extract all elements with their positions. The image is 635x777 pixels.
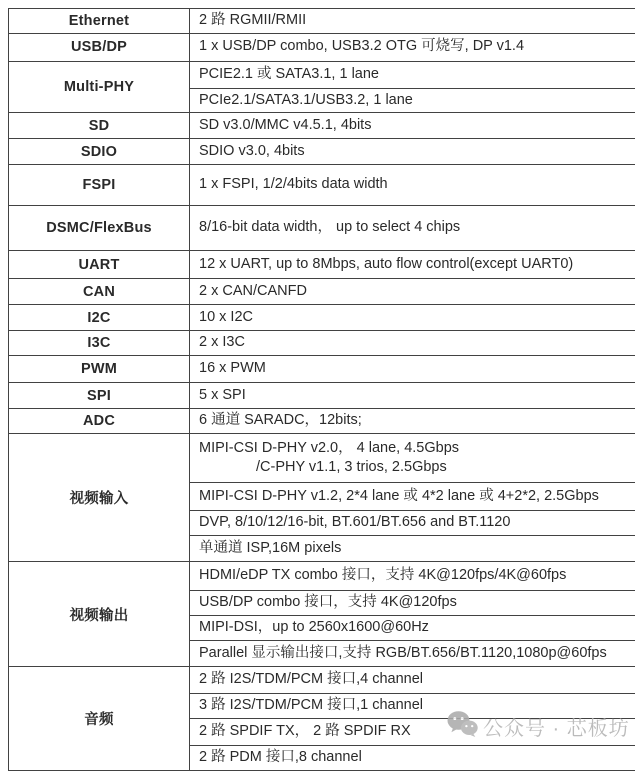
row-sdio [9, 139, 635, 165]
value-video-in-2: MIPI-CSI D-PHY v1.2, 2*4 lane 或 4*2 lane 或 4+2*2, 2.5Gbps [190, 483, 635, 511]
row-video-in-1 [9, 434, 635, 483]
video-in-mipi-line1: MIPI-CSI D-PHY v2.0， 4 lane, 4.5Gbps [199, 439, 460, 456]
row-uart [9, 251, 635, 279]
label-multi-phy: Multi-PHY [9, 61, 190, 113]
value-video-in-3: DVP, 8/10/12/16-bit, BT.601/BT.656 and BT.1120 [190, 511, 635, 536]
row-sd [9, 113, 635, 139]
row-usb-dp [9, 33, 635, 61]
label-adc: ADC [9, 409, 190, 434]
label-video-out: 视频输出 [9, 562, 190, 667]
value-audio-1: 2 路 I2S/TDM/PCM 接口,4 channel [190, 667, 635, 694]
label-sd: SD [9, 113, 190, 139]
label-i3c: I3C [9, 331, 190, 356]
row-i2c [9, 305, 635, 331]
value-video-out-3: MIPI-DSI，up to 2560x1600@60Hz [190, 616, 635, 641]
label-ethernet: Ethernet [9, 9, 190, 34]
watermark [447, 710, 630, 743]
value-fspi: 1 x FSPI, 1/2/4bits data width [190, 165, 635, 206]
label-audio: 音频 [9, 667, 190, 771]
row-video-out-1 [9, 562, 635, 591]
value-i2c: 10 x I2C [190, 305, 635, 331]
row-can [9, 279, 635, 305]
value-sd: SD v3.0/MMC v4.5.1, 4bits [190, 113, 635, 139]
soc-spec-table [8, 8, 635, 771]
label-fspi: FSPI [9, 165, 190, 206]
value-video-out-4: Parallel 显示输出接口,支持 RGB/BT.656/BT.1120,1080p@60fps [190, 641, 635, 667]
value-multi-phy-1: PCIE2.1 或 SATA3.1, 1 lane [190, 61, 635, 88]
row-dsmc-flexbus [9, 206, 635, 251]
value-ethernet: 2 路 RGMII/RMII [190, 9, 635, 34]
value-audio-3: 2 路 SPDIF TX， 2 路 SPDIF RX [190, 719, 635, 746]
wechat-icon [447, 710, 478, 743]
row-fspi [9, 165, 635, 206]
value-video-in-4: 单通道 ISP,16M pixels [190, 536, 635, 562]
row-audio-1 [9, 667, 635, 694]
video-in-mipi-line2: /C-PHY v1.1, 3 trios, 2.5Gbps [256, 459, 447, 476]
value-dsmc-flexbus: 8/16-bit data width， up to select 4 chips [190, 206, 635, 251]
value-multi-phy-2: PCIe2.1/SATA3.1/USB3.2, 1 lane [190, 88, 635, 113]
value-sdio: SDIO v3.0, 4bits [190, 139, 635, 165]
row-i3c [9, 331, 635, 356]
row-adc [9, 409, 635, 434]
value-spi: 5 x SPI [190, 383, 635, 409]
value-i3c: 2 x I3C [190, 331, 635, 356]
row-spi [9, 383, 635, 409]
value-adc: 6 通道 SARADC，12bits; [190, 409, 635, 434]
value-can: 2 x CAN/CANFD [190, 279, 635, 305]
label-i2c: I2C [9, 305, 190, 331]
label-pwm: PWM [9, 356, 190, 383]
watermark-label: 公众号 · 芯板坊 [483, 718, 630, 740]
label-video-in: 视频输入 [9, 434, 190, 562]
row-ethernet [9, 9, 635, 34]
value-video-in-1 [190, 434, 635, 483]
value-usb-dp: 1 x USB/DP combo, USB3.2 OTG 可烧写, DP v1.4 [190, 33, 635, 61]
value-video-out-2: USB/DP combo 接口，支持 4K@120fps [190, 591, 635, 616]
value-audio-2: 3 路 I2S/TDM/PCM 接口,1 channel [190, 694, 635, 719]
label-dsmc-flexbus: DSMC/FlexBus [9, 206, 190, 251]
label-uart: UART [9, 251, 190, 279]
value-video-out-1: HDMI/eDP TX combo 接口，支持 4K@120fps/4K@60fps [190, 562, 635, 591]
value-uart: 12 x UART, up to 8Mbps, auto flow control(except UART0) [190, 251, 635, 279]
value-audio-4: 2 路 PDM 接口,8 channel [190, 746, 635, 771]
label-usb-dp: USB/DP [9, 33, 190, 61]
label-sdio: SDIO [9, 139, 190, 165]
value-pwm: 16 x PWM [190, 356, 635, 383]
label-can: CAN [9, 279, 190, 305]
label-spi: SPI [9, 383, 190, 409]
row-multi-phy-1 [9, 61, 635, 88]
row-pwm [9, 356, 635, 383]
